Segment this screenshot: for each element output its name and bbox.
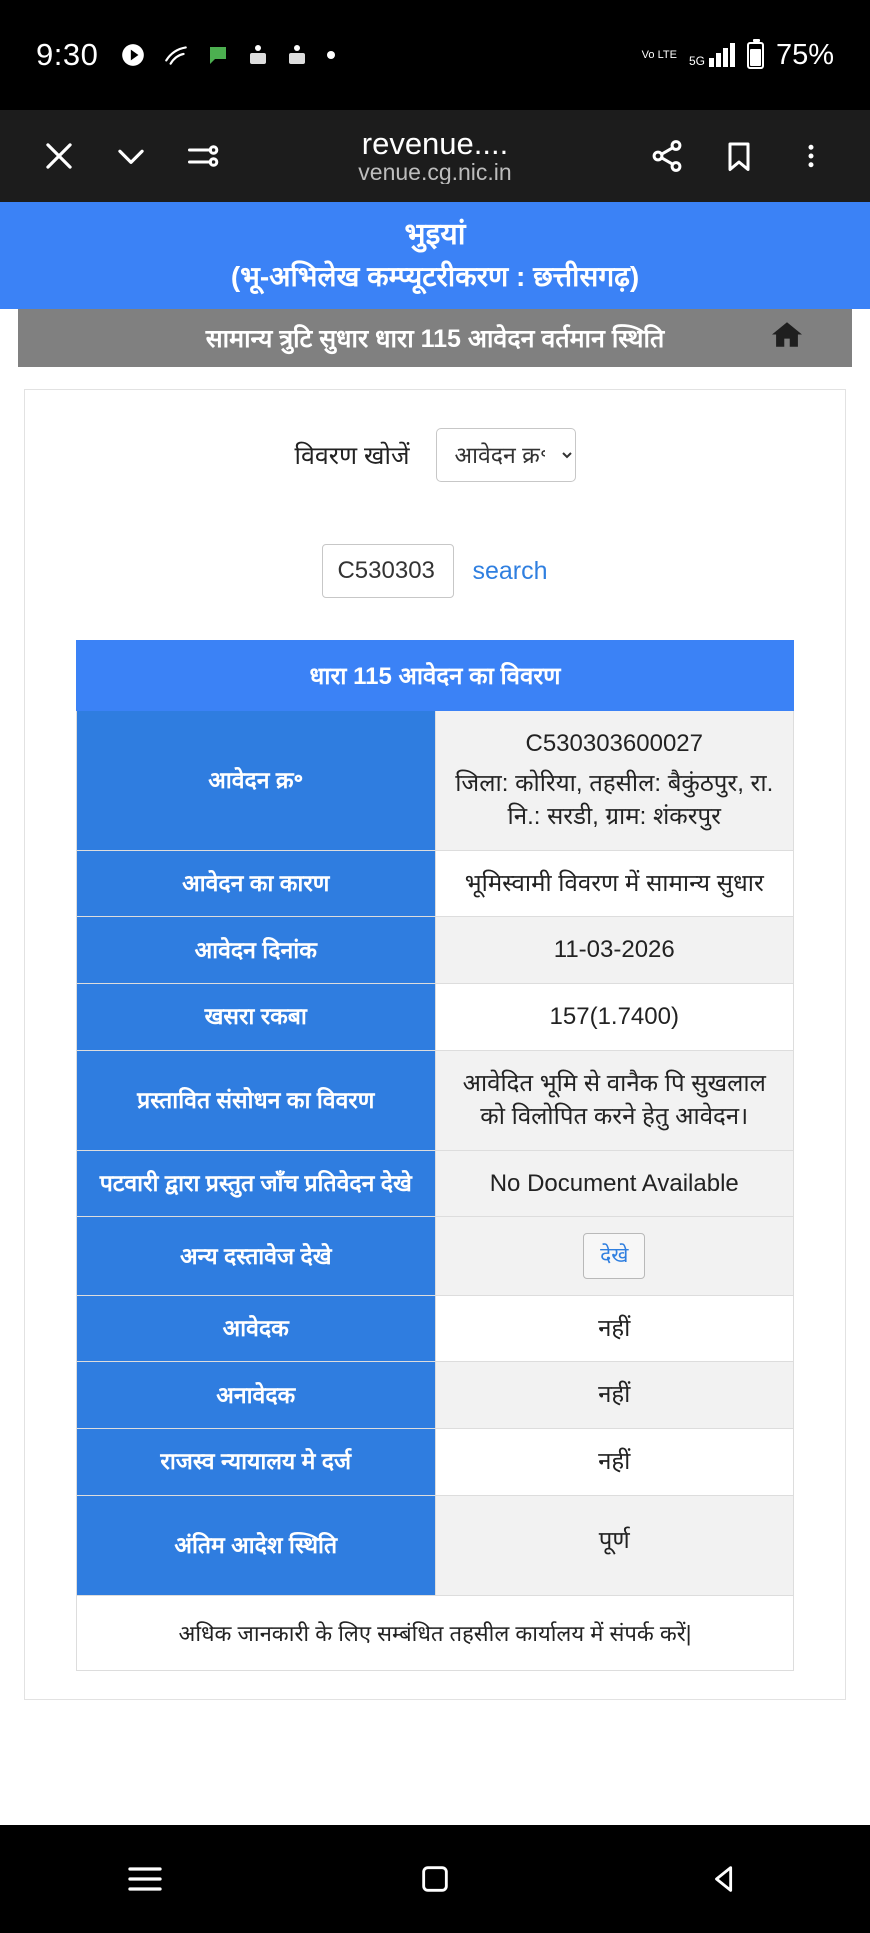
row-value: पूर्ण (435, 1495, 794, 1595)
view-document-button[interactable]: देखे (583, 1233, 645, 1278)
signal-group (689, 43, 735, 67)
row-value: नहीं (435, 1428, 794, 1495)
chevron-down-icon[interactable] (100, 125, 162, 187)
network-type-label: 5G (688, 54, 705, 68)
search-row (39, 428, 831, 482)
address-bar[interactable] (244, 128, 626, 185)
signal-bars-icon (709, 43, 735, 67)
share-icon[interactable] (636, 125, 698, 187)
application-number: C530303600027 (525, 730, 703, 757)
table-row (77, 1295, 794, 1362)
section-header (18, 309, 852, 367)
application-detail-table (76, 640, 794, 1596)
table-footnote: अधिक जानकारी के लिए सम्बंधित तहसील कार्यालय में संपर्क करें| (76, 1596, 794, 1671)
row-key: पटवारी द्वारा प्रस्तुत जाँच प्रतिवेदन देखे (77, 1150, 436, 1217)
home-icon[interactable] (770, 320, 804, 357)
section-title: सामान्य त्रुटि सुधार धारा 115 आवेदन वर्तमान स्थिति (205, 325, 665, 353)
battery-percent: 75% (775, 38, 834, 71)
table-row (77, 850, 794, 917)
overflow-menu-icon[interactable] (780, 125, 842, 187)
table-row (77, 1150, 794, 1217)
row-value: आवेदित भूमि से वानैक पि सुखलाल को विलोपित करने हेतु आवेदन। (435, 1050, 794, 1150)
row-key: प्रस्तावित संसोधन का विवरण (77, 1050, 436, 1150)
site-banner (0, 202, 870, 309)
table-row (77, 1428, 794, 1495)
table-row (77, 1050, 794, 1150)
battery-icon (747, 42, 764, 69)
bookmark-icon[interactable] (708, 125, 770, 187)
search-input-row (39, 544, 831, 598)
row-key: अनावेदक (77, 1362, 436, 1429)
play-circle-icon (120, 42, 146, 68)
recents-icon[interactable] (100, 1849, 190, 1909)
table-header-row (77, 641, 794, 711)
back-triangle-icon[interactable] (680, 1849, 770, 1909)
table-row (77, 1495, 794, 1595)
search-submit-link[interactable]: search (472, 556, 548, 585)
table-row (77, 983, 794, 1050)
home-square-icon[interactable] (390, 1849, 480, 1909)
banner-title: भुइयां (404, 218, 466, 251)
table-header: धारा 115 आवेदन का विवरण (77, 641, 794, 711)
search-result-card (24, 389, 846, 1700)
volte-icon: Vo LTE (641, 48, 677, 61)
row-value: No Document Available (435, 1150, 794, 1217)
row-value: नहीं (435, 1295, 794, 1362)
app-icon-2 (286, 43, 308, 67)
table-row (77, 1217, 794, 1295)
row-value: नहीं (435, 1362, 794, 1429)
page-settings-icon[interactable] (172, 125, 234, 187)
row-value (435, 1217, 794, 1295)
page-host: venue.cg.nic.in (358, 159, 512, 185)
system-nav-bar (0, 1825, 870, 1933)
close-icon[interactable] (28, 125, 90, 187)
status-bar (0, 0, 870, 110)
status-bar-left (36, 37, 337, 73)
application-location: जिला: कोरिया, तहसील: बैकुंठपुर, रा. नि.: सरडी, ग्राम: शंकरपुर (455, 769, 774, 831)
row-key: आवेदन का कारण (77, 850, 436, 917)
row-key: आवेदन दिनांक (77, 917, 436, 984)
table-row (77, 1362, 794, 1429)
row-key: आवेदन क्र॰ (77, 711, 436, 851)
status-clock: 9:30 (36, 37, 99, 72)
banner-subtitle: (भू-अभिलेख कम्प्यूटरीकरण : छत्तीसगढ़) (230, 261, 640, 292)
row-key: आवेदक (77, 1295, 436, 1362)
row-key: अन्य दस्तावेज देखे (77, 1217, 436, 1295)
chat-bubble-icon (206, 43, 230, 67)
row-key: राजस्व न्यायालय मे दर्ज (77, 1428, 436, 1495)
dot-icon (325, 49, 337, 61)
search-label: विवरण खोजें (294, 442, 410, 470)
row-value: भूमिस्वामी विवरण में सामान्य सुधार (435, 850, 794, 917)
row-key: खसरा रकबा (77, 983, 436, 1050)
search-type-select[interactable] (436, 428, 576, 482)
table-row (77, 711, 794, 851)
page-title: revenue.... (361, 127, 509, 161)
table-row (77, 917, 794, 984)
row-value (435, 711, 794, 851)
wifi-share-icon (163, 42, 189, 68)
page-content (0, 309, 870, 1825)
app-icon-1 (247, 43, 269, 67)
status-notification-icons (120, 42, 337, 68)
browser-toolbar (0, 110, 870, 202)
row-key: अंतिम आदेश स्थिति (77, 1495, 436, 1595)
web-page (0, 202, 870, 1825)
row-value: 157(1.7400) (435, 983, 794, 1050)
row-value: 11-03-2026 (435, 917, 794, 984)
search-input[interactable] (322, 544, 454, 598)
status-bar-right (642, 39, 834, 72)
